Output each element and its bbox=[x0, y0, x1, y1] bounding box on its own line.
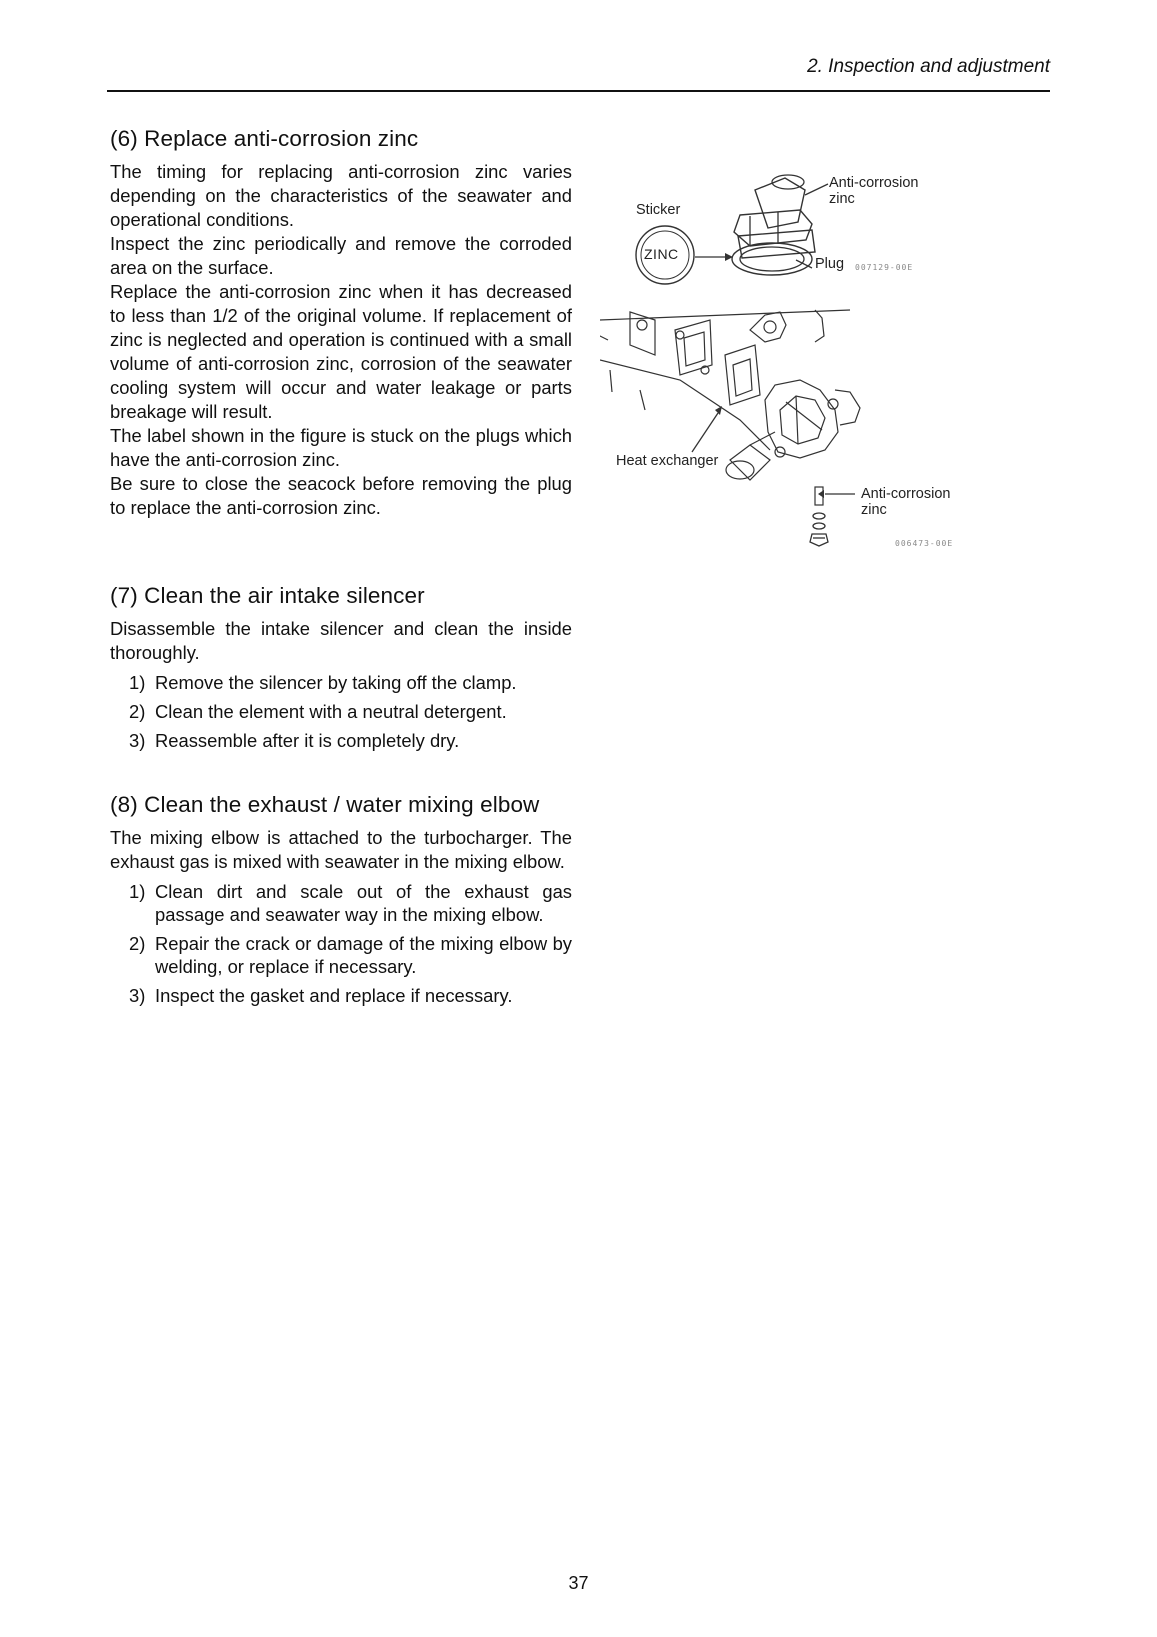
label-line: zinc bbox=[829, 191, 855, 207]
step-number: 2) bbox=[129, 933, 146, 954]
header-rule bbox=[107, 90, 1050, 92]
anti-corrosion-zinc-icon bbox=[810, 487, 855, 546]
figure-code: 006473-00E bbox=[895, 539, 954, 548]
step-number: 1) bbox=[129, 881, 146, 902]
page-number: 37 bbox=[568, 1573, 589, 1593]
paragraph: Replace the anti-corrosion zinc when it has decreased to less than 1/2 of the original volume. If replacement of zinc is neglected and operation is continued with a small volume of anti-corrosion zinc, corrosion of the seawater cooling system will occur and water leakage or parts breakage will result. bbox=[110, 281, 572, 422]
step-list bbox=[110, 880, 572, 1007]
list-item bbox=[110, 671, 572, 694]
arrow-icon bbox=[692, 406, 722, 452]
section-title-7: (7) Clean the air intake silencer bbox=[110, 583, 425, 608]
paragraph: The timing for replacing anti-corrosion zinc varies depending on the characteristics of the seawater and operational conditions. bbox=[110, 161, 572, 230]
label-line: zinc bbox=[861, 502, 887, 518]
plug-icon bbox=[732, 175, 815, 275]
step-text: Clean dirt and scale out of the exhaust gas passage and seawater way in the mixing elbow. bbox=[155, 881, 572, 925]
paragraph: The mixing elbow is attached to the turbocharger. The exhaust gas is mixed with seawater in the mixing elbow. bbox=[110, 827, 572, 872]
sticker-label: Sticker bbox=[636, 202, 681, 218]
zinc-sticker-text: ZINC bbox=[644, 246, 679, 262]
heat-exchanger-label: Heat exchanger bbox=[616, 453, 719, 469]
running-title: 2. Inspection and adjustment bbox=[807, 56, 1050, 77]
label-line: Anti-corrosion bbox=[829, 175, 919, 191]
step-text: Reassemble after it is completely dry. bbox=[155, 730, 460, 751]
step-number: 2) bbox=[129, 701, 146, 722]
list-item bbox=[110, 700, 572, 723]
zinc-illustration bbox=[600, 160, 1020, 580]
step-text: Repair the crack or damage of the mixing elbow by welding, or replace if necessary. bbox=[155, 933, 572, 977]
zinc-figure bbox=[600, 160, 1020, 580]
plug-label: Plug bbox=[815, 256, 845, 272]
step-list bbox=[110, 671, 572, 752]
figure-code: 007129-00E bbox=[855, 263, 914, 272]
section-title-6: (6) Replace anti-corrosion zinc bbox=[110, 126, 419, 151]
paragraph: Be sure to close the seacock before removing the plug to replace the anti-corrosion zinc. bbox=[110, 473, 572, 518]
list-item bbox=[110, 932, 572, 978]
paragraph: Inspect the zinc periodically and remove the corroded area on the surface. bbox=[110, 233, 572, 278]
step-text: Clean the element with a neutral detergent. bbox=[155, 701, 507, 722]
arrow-icon bbox=[695, 253, 733, 261]
step-number: 3) bbox=[129, 730, 146, 751]
step-text: Inspect the gasket and replace if necessary. bbox=[155, 985, 513, 1006]
list-item bbox=[110, 880, 572, 926]
list-item bbox=[110, 729, 572, 752]
section-replace-zinc bbox=[110, 126, 572, 520]
section-clean-elbow bbox=[110, 792, 572, 1013]
section-title-8: (8) Clean the exhaust / water mixing elbow bbox=[110, 792, 540, 817]
anti-corrosion-zinc-label bbox=[861, 486, 950, 518]
anti-corrosion-zinc-label bbox=[829, 175, 918, 207]
paragraph: The label shown in the figure is stuck on the plugs which have the anti-corrosion zinc. bbox=[110, 425, 572, 470]
leader-line bbox=[805, 184, 828, 195]
label-line: Anti-corrosion bbox=[861, 486, 951, 502]
step-number: 1) bbox=[129, 672, 146, 693]
step-text: Remove the silencer by taking off the clamp. bbox=[155, 672, 517, 693]
step-number: 3) bbox=[129, 985, 146, 1006]
paragraph: Disassemble the intake silencer and clean the inside thoroughly. bbox=[110, 618, 572, 663]
section-clean-silencer bbox=[110, 583, 572, 758]
list-item bbox=[110, 984, 572, 1007]
